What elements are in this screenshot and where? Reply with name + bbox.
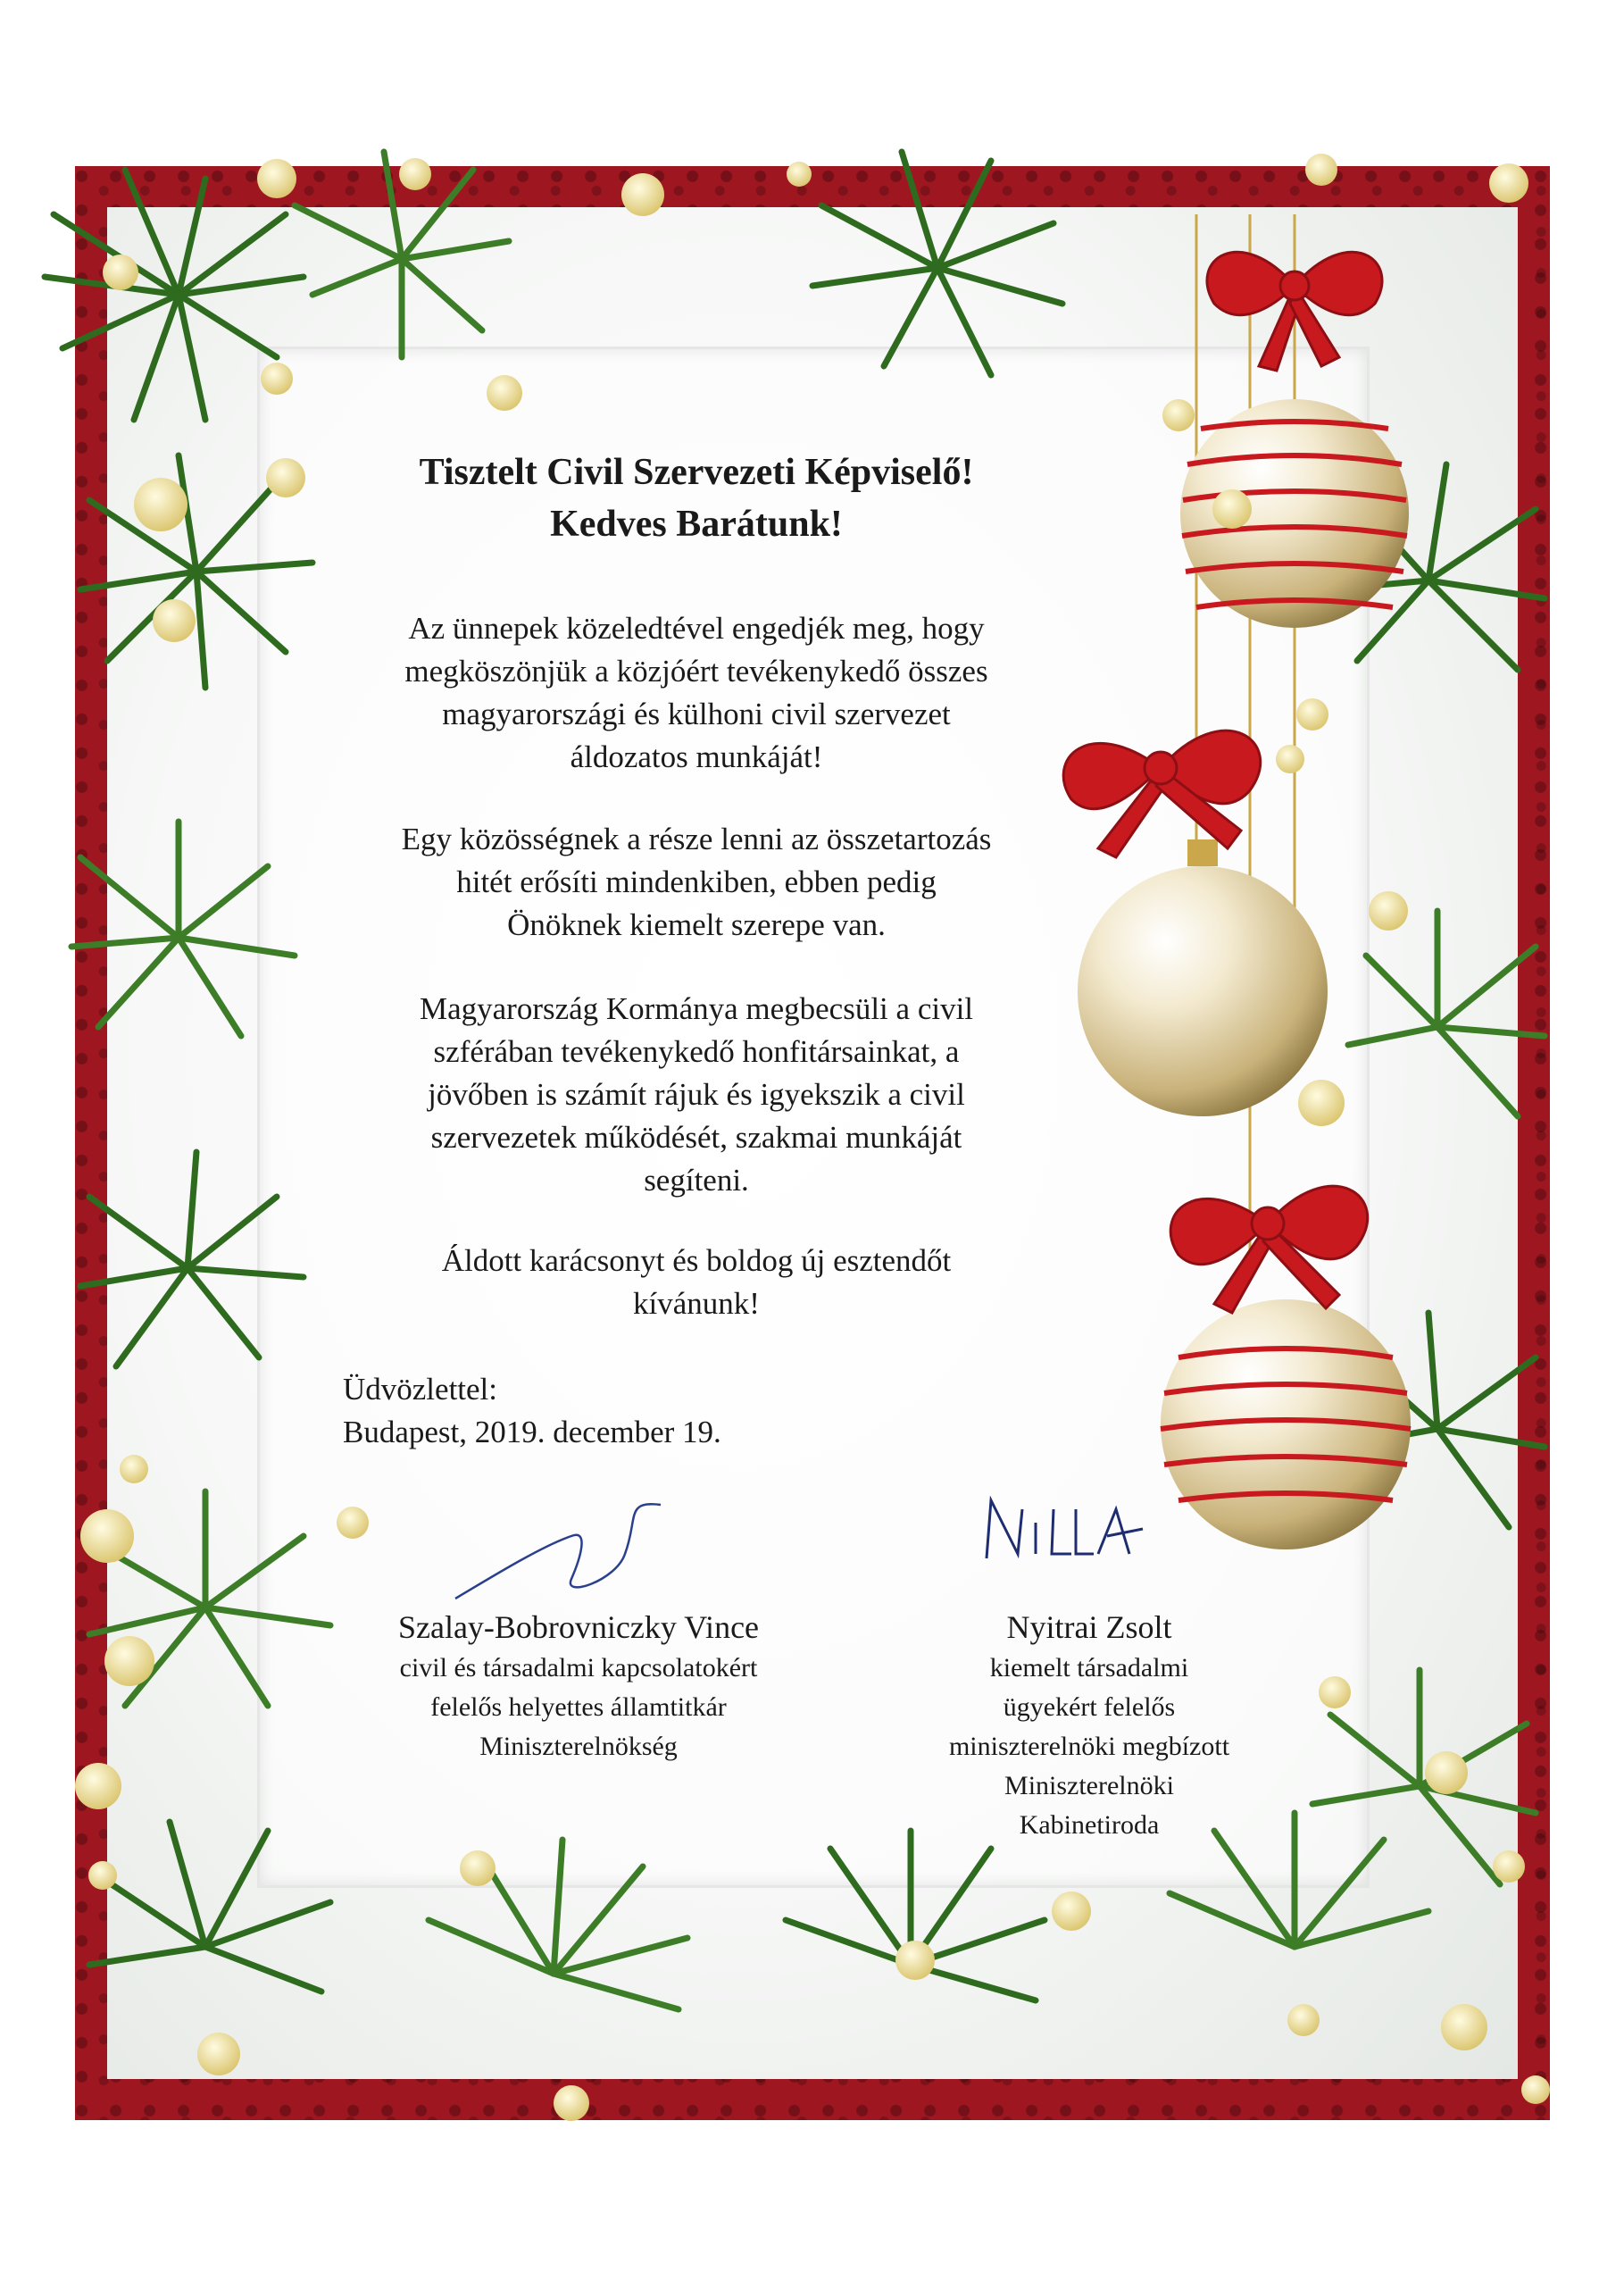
place-date: Budapest, 2019. december 19. (343, 1415, 721, 1449)
signatory-name: Nyitrai Zsolt (1006, 1609, 1172, 1645)
paragraph-government (339, 988, 1054, 1202)
greeting (357, 447, 1036, 550)
signatory-right (902, 1606, 1277, 1845)
ornament-striped-bottom (1161, 1299, 1411, 1549)
ornament-gold-middle (1078, 839, 1328, 1116)
signatory-role-line: kiemelt társadalmi (989, 1653, 1189, 1683)
paragraph-line: Az ünnepek közeledtével engedjék meg, hogy (408, 611, 985, 646)
paragraph-community (339, 818, 1054, 947)
paragraph-line: magyarországi és külhoni civil szervezet (442, 697, 951, 731)
greeting-line-1: Tisztelt Civil Szervezeti Képviselő! (419, 452, 974, 493)
paragraph-line: szférában tevékenykedő honfitársainkat, a (433, 1034, 960, 1069)
greeting-line-2: Kedves Barátunk! (550, 504, 843, 545)
signatory-role-line: Miniszterelnöki (1004, 1771, 1174, 1800)
paragraph-wishes (339, 1240, 1054, 1325)
paragraph-line: Önöknek kiemelt szerepe van. (507, 907, 886, 942)
paragraph-line: Magyarország Kormánya megbecsüli a civil (419, 991, 974, 1026)
paragraph-line: Áldott karácsonyt és boldog új esztendőt (441, 1243, 952, 1278)
salutation: Üdvözlettel: (343, 1372, 498, 1407)
paragraph-line: segíteni. (644, 1163, 749, 1198)
signatory-role-line: civil és társadalmi kapcsolatokért (399, 1653, 758, 1683)
paragraph-line: áldozatos munkáját! (570, 739, 823, 774)
paragraph-line: hitét erősíti mindenkiben, ebben pedig (456, 864, 937, 899)
paragraph-line: kívánunk! (633, 1286, 760, 1321)
paragraph-line: megköszönjük a közjóért tevékenykedő összes (404, 654, 988, 689)
signatory-role-line: miniszterelnöki megbízott (948, 1732, 1230, 1761)
paragraph-line: Egy közösségnek a része lenni az összetartozás (401, 822, 992, 856)
signatory-name: Szalay-Bobrovniczky Vince (397, 1609, 760, 1645)
signatory-role-line: felelős helyettes államtitkár (430, 1692, 727, 1722)
paragraph-line: szervezetek működését, szakmai munkáját (430, 1120, 962, 1155)
signatory-role-line: Kabinetiroda (1019, 1810, 1160, 1840)
paragraph-thanks (339, 607, 1054, 779)
signature-left (455, 1504, 661, 1599)
signatory-left (355, 1606, 802, 1766)
paragraph-line: jövőben is számít rájuk és igyekszik a civil (428, 1077, 965, 1112)
signature-right (987, 1500, 1143, 1558)
closing (343, 1368, 721, 1454)
signatory-role-line: ügyekért felelős (1003, 1692, 1176, 1722)
signatory-role-line: Miniszterelnökség (479, 1732, 678, 1761)
